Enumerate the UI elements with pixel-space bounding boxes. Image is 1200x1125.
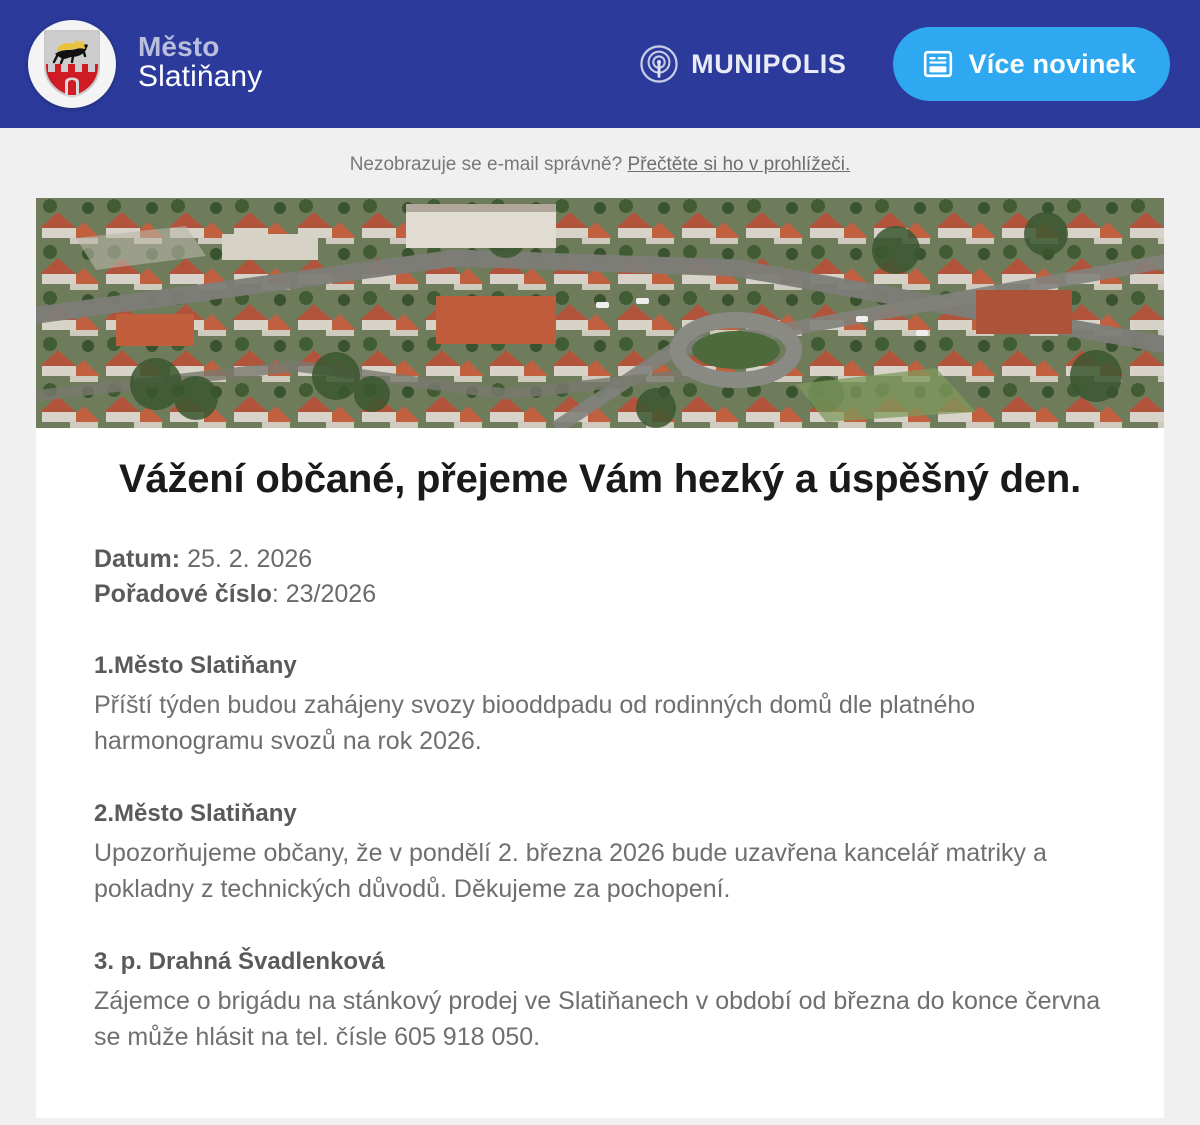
news-item-title: 2.Město Slatiňany [94, 800, 297, 828]
meta-number-label: Pořadové číslo [94, 579, 272, 608]
news-item-text: Upozorňujeme občany, že v pondělí 2. března 2026 bude uzavřena kancelář matriky a pokladny z technických důvodů. Děkujeme za pochopení. [94, 839, 1047, 904]
news-item [94, 611, 1106, 759]
brand-text [138, 32, 262, 96]
meta-date-label: Datum: [94, 545, 181, 574]
brand-block[interactable] [28, 20, 262, 108]
site-header [0, 0, 1200, 128]
more-news-button[interactable] [893, 27, 1170, 101]
news-item-text: Zájemce o brigádu na stánkový prodej ve Slatiňanech v období od března do konce června se může hlásit na tel. čísle 605 918 050. [94, 987, 1101, 1052]
page-title: Vážení občané, přejeme Vám hezký a úspěšný den. [118, 457, 1082, 501]
munipolis-logo[interactable] [640, 45, 846, 83]
newsletter-card [36, 198, 1164, 1118]
header-right-group [640, 27, 1170, 101]
brand-line-slatinany: Slatiňany [138, 60, 263, 94]
news-item [94, 759, 1106, 907]
meta-date-row [94, 542, 1106, 577]
news-item-title: 1.Město Slatiňany [94, 652, 297, 680]
slatinany-coat-of-arms-icon [28, 20, 116, 108]
news-item-text: Příští týden budou zahájeny svozy biooddpadu od rodinných domů dle platného harmonogramu svozů na rok 2026. [94, 691, 976, 756]
newspaper-icon [923, 49, 953, 79]
brand-line-mesto: Město [138, 30, 220, 62]
hero-image-aerial-town [36, 198, 1164, 428]
news-list [36, 611, 1164, 1055]
preheader-text: Nezobrazuje se e-mail správně? [349, 154, 623, 175]
meta-number-row [94, 577, 1106, 612]
more-news-label: Více novinek [968, 48, 1136, 79]
munipolis-wordmark: MUNIPOLIS [691, 48, 847, 79]
meta-date-value: 25. 2. 2026 [187, 545, 313, 574]
preheader-notice [0, 128, 1200, 198]
news-item [94, 907, 1106, 1055]
broadcast-signal-icon [640, 45, 678, 83]
news-item-title: 3. p. Drahná Švadlenková [94, 948, 385, 976]
view-in-browser-link[interactable]: Přečtěte si ho v prohlížeči. [627, 154, 851, 175]
meta-number-value: : 23/2026 [271, 579, 377, 608]
meta-block [36, 505, 1164, 611]
